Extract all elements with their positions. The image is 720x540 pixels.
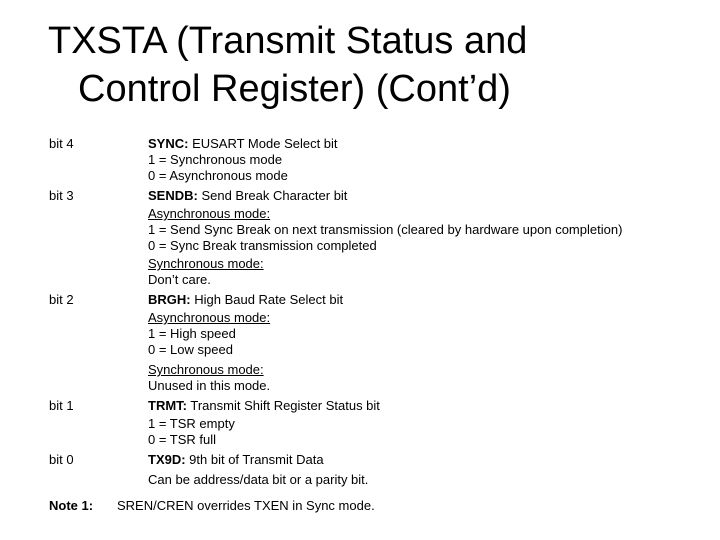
bit-detail-line: 1 = Synchronous mode — [148, 152, 283, 167]
bit-name: SYNC: — [148, 136, 189, 151]
bit-row-0 — [49, 452, 689, 488]
bit-heading — [148, 188, 689, 204]
bit-detail-line: 1 = High speed — [148, 326, 236, 341]
note-label: Note 1: — [49, 498, 94, 513]
bit-description — [148, 292, 689, 394]
bit-heading — [148, 398, 689, 414]
mode-heading: Synchronous mode: — [148, 256, 264, 271]
bit-detail-line: 0 = TSR full — [148, 432, 217, 447]
bit-label: bit 3 — [49, 188, 74, 203]
bit-label: bit 4 — [49, 136, 74, 151]
bit-name: TRMT: — [148, 398, 187, 413]
bit-name: BRGH: — [148, 292, 191, 307]
bit-detail-line: 0 = Sync Break transmission completed — [148, 238, 377, 253]
bit-row-1 — [49, 398, 689, 448]
bit-heading — [148, 292, 689, 308]
bit-summary: 9th bit of Transmit Data — [185, 452, 324, 467]
bit-description — [148, 398, 689, 448]
bit-summary: Transmit Shift Register Status bit — [187, 398, 380, 413]
bit-detail-line: 1 = Send Sync Break on next transmission (cleared by hardware upon completion) — [148, 222, 623, 237]
bit-detail-line: Can be address/data bit or a parity bit. — [148, 472, 369, 487]
register-bit-description — [49, 136, 689, 514]
bit-row-4 — [49, 136, 689, 184]
bit-label: bit 0 — [49, 452, 74, 467]
bit-detail-line: Unused in this mode. — [148, 378, 271, 393]
bit-label: bit 2 — [49, 292, 74, 307]
bit-description — [148, 136, 689, 184]
bit-description — [148, 188, 689, 288]
mode-heading: Asynchronous mode: — [148, 310, 271, 325]
bit-detail-line: 0 = Low speed — [148, 342, 233, 357]
bit-name: SENDB: — [148, 188, 198, 203]
mode-heading: Asynchronous mode: — [148, 206, 271, 221]
bit-summary: EUSART Mode Select bit — [188, 136, 338, 151]
bit-name: TX9D: — [148, 452, 186, 467]
bit-row-2 — [49, 292, 689, 394]
bit-label: bit 1 — [49, 398, 74, 413]
footnote — [49, 498, 689, 514]
bit-detail-line: Don’t care. — [148, 272, 211, 287]
bit-description — [148, 452, 689, 488]
mode-heading: Synchronous mode: — [148, 362, 264, 377]
bit-summary: High Baud Rate Select bit — [190, 292, 344, 307]
bit-detail-line: 1 = TSR empty — [148, 416, 235, 431]
bit-summary: Send Break Character bit — [197, 188, 348, 203]
bit-row-3 — [49, 188, 689, 288]
bit-heading — [148, 452, 689, 468]
slide-title-line-2: Control Register) (Cont’d) — [78, 68, 511, 110]
slide-title — [48, 17, 708, 113]
bit-heading — [148, 136, 689, 152]
slide-title-line-1: TXSTA (Transmit Status and — [48, 20, 528, 62]
bit-detail-line: 0 = Asynchronous mode — [148, 168, 288, 183]
note-text: SREN/CREN overrides TXEN in Sync mode. — [117, 498, 375, 513]
